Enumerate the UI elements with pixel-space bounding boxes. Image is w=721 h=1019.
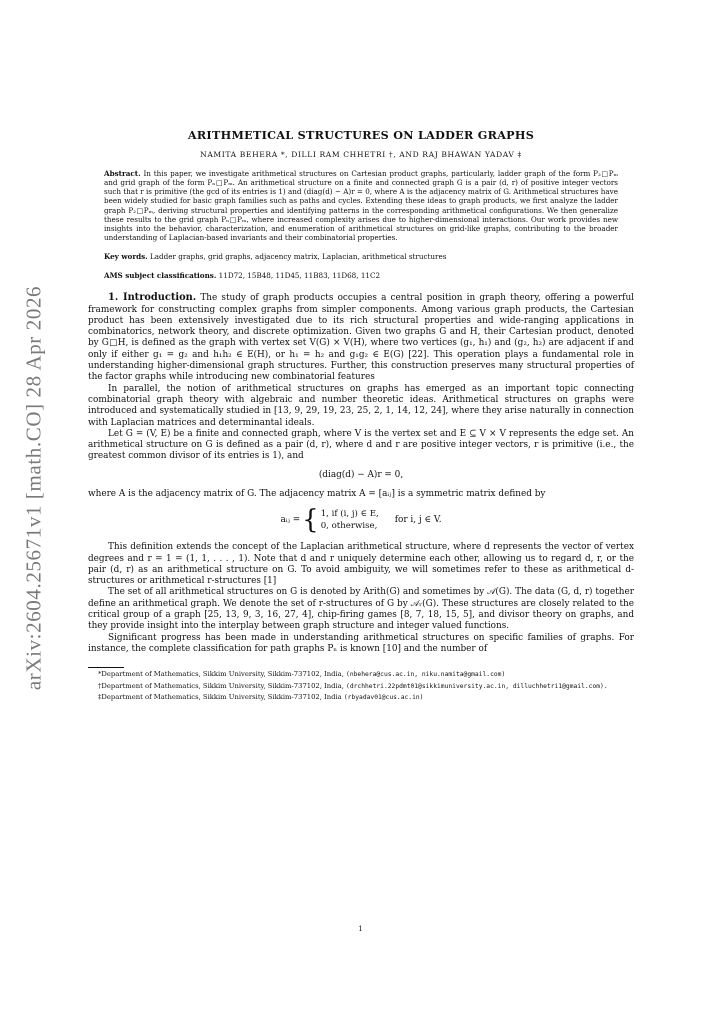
keywords-label: Key words. — [104, 252, 148, 262]
footnote-email: (drchhetri.22pdmt01@sikkimuniversity.ac.in, dilluchhetri1@gmail.com). — [346, 682, 608, 690]
arxiv-identifier: arXiv:2604.25671v1 [math.CO] 28 Apr 2026 — [21, 285, 46, 691]
paragraph: The set of all arithmetical structures on G is denoted by Arith(G) and sometimes by 𝒜(G). The data (G, d, r) together define an arithmetical graph. We denote the set of r-structures of G by 𝒜ᵣ(G). These structures are closely related to the critical group of a graph [25, 13, 9, 3, 16, 27, 4], chip-firing games [8, 7, 18, 15, 5], and divisor theory on graphs, and they provide insight into the interplay between graph structure and integer valued functions. — [88, 587, 634, 632]
page-number: 1 — [358, 924, 363, 933]
author-line: NAMITA BEHERA *, DILLI RAM CHHETRI †, AND RAJ BHAWAN YADAV ‡ — [200, 150, 522, 159]
paragraph-text: The study of graph products occupies a central position in graph theory, offering a powerful framework for constructing complex graphs from simpler components. Among various graph products, the Cartesian product has been extensively investigated due to its rich structural properties and wide-ranging applications in combinatorics, network theory, and discrete optimization. Given two graphs G and H, their Cartesian product, denoted by G□H, is defined as the graph with vertex set V(G) × V(H), where two vertices (g₁, h₁) and (g₂, h₂) are adjacent if and only if either g₁ = g₂ and h₁h₂ ∈ E(H), or h₁ = h₂ and g₁g₂ ∈ E(G) [22]. This operation plays a fundamental role in understanding higher-dimensional graph structures. Further, this construction preserves many structural properties of the factor graphs while introducing new combinatorial features — [88, 293, 634, 383]
footnote — [88, 693, 634, 703]
equation-arithmetical: (diag(d) − A)r = 0, — [318, 469, 404, 480]
abstract-label: Abstract. — [104, 169, 141, 178]
equation-cases — [321, 508, 379, 532]
keywords — [104, 252, 618, 261]
equation-case: 0, otherwise, — [320, 521, 378, 532]
footnotes — [88, 670, 634, 702]
footnote — [88, 682, 634, 692]
ams-label: AMS subject classifications. — [104, 271, 217, 281]
ams-text: 11D72, 15B48, 11D45, 11B83, 11D68, 11C2 — [218, 271, 381, 281]
abstract-text: In this paper, we investigate arithmetical structures on Cartesian product graphs, particularly, ladder graph of the form P₂□Pₘ and grid graph of the form Pₙ□Pₘ. An arithmetical structure on a finite and connected graph G is a pair (d, r) of positive integer vectors such that r is primitive (the gcd of its entries is 1) and (diag(d) − A)r = 0, where A is the adjacency matrix of G. Arithmetical structures have been widely studied for basic graph families such as paths and cycles. Extending these ideas to graph products, we first analyze the ladder graph P₂□Pₘ, deriving structural properties and identifying patterns in the corresponding arithmetical configurations. We then generalize these results to the grid graph Pₙ□Pₘ, where increased complexity arises due to higher-dimensional interactions. Our work provides new insights into the behavior, characterization, and enumeration of arithmetical structures on grid-like graphs, contributing to the broader understanding of Laplacian-based invariants and their combinatorial properties. — [104, 169, 618, 243]
paper-title: ARITHMETICAL STRUCTURES ON LADDER GRAPHS — [187, 128, 535, 142]
paragraph: Let G = (V, E) be a finite and connected graph, where V is the vertex set and E ⊆ V × V represents the edge set. An arithmetical structure on G is defined as a pair (d, r), where d and r are positive integer vectors, r is primitive (i.e., the greatest common divisor of its entries is 1), and — [88, 428, 634, 462]
paragraph: In parallel, the notion of arithmetical structures on graphs has emerged as an important topic connecting combinatorial graph theory with algebraic and number theoretic ideas. Arithmetical structures on graphs were introduced and systematically studied in [13, 9, 29, 19, 23, 25, 2, 1, 14, 12, 24], where they arise naturally in connection with Laplacian matrices and determinantal ideals. — [88, 383, 634, 428]
equation-rhs: for i, j ∈ V. — [394, 514, 442, 525]
footnote-text: ‡Department of Mathematics, Sikkim University, Sikkim-737102, India — [98, 692, 344, 701]
equation-lhs: aᵢⱼ = — [280, 514, 301, 525]
footnote-text: *Department of Mathematics, Sikkim University, Sikkim-737102, India, — [98, 670, 347, 679]
abstract — [104, 169, 618, 242]
section-heading: 1. Introduction. — [108, 292, 197, 304]
paragraph: Significant progress has been made in understanding arithmetical structures on specific families of graphs. For instance, the complete classification for path graphs Pₙ is known [10] and the number of — [88, 632, 634, 654]
paragraph: where A is the adjacency matrix of G. The adjacency matrix A = [aᵢⱼ] is a symmetric matrix defined by — [88, 489, 546, 499]
ams-classifications — [104, 271, 618, 280]
keywords-text: Ladder graphs, grid graphs, adjacency matrix, Laplacian, arithmetical structures — [149, 252, 447, 262]
equation-case: 1, if (i, j) ∈ E, — [320, 509, 379, 520]
footnote — [88, 670, 634, 680]
introduction-section — [88, 292, 634, 655]
arxiv-sidebar — [14, 285, 54, 691]
footnote-text: †Department of Mathematics, Sikkim University, Sikkim-737102, India, — [98, 681, 347, 690]
footnote-email: (nbehera@cus.ac.in, niku.namita@gmail.com) — [346, 671, 506, 679]
equation-adjacency — [88, 505, 634, 536]
paragraph — [88, 292, 634, 383]
left-brace-glyph: { — [302, 505, 319, 536]
paragraph: This definition extends the concept of the Laplacian arithmetical structure, where d represents the vector of vertex degrees and r = 1 = (1, 1, . . . , 1). Note that d and r uniquely determine each other, allowing us to regard d, r, or the pair (d, r) as an arithmetical structure on G. To avoid ambiguity, we will sometimes refer to these as arithmetical d-structures or arithmetical r-structures [1] — [88, 542, 634, 587]
footnote-email: (rbyadav01@cus.ac.in) — [343, 693, 424, 701]
footnote-divider — [88, 667, 124, 668]
paper-page — [88, 128, 634, 704]
